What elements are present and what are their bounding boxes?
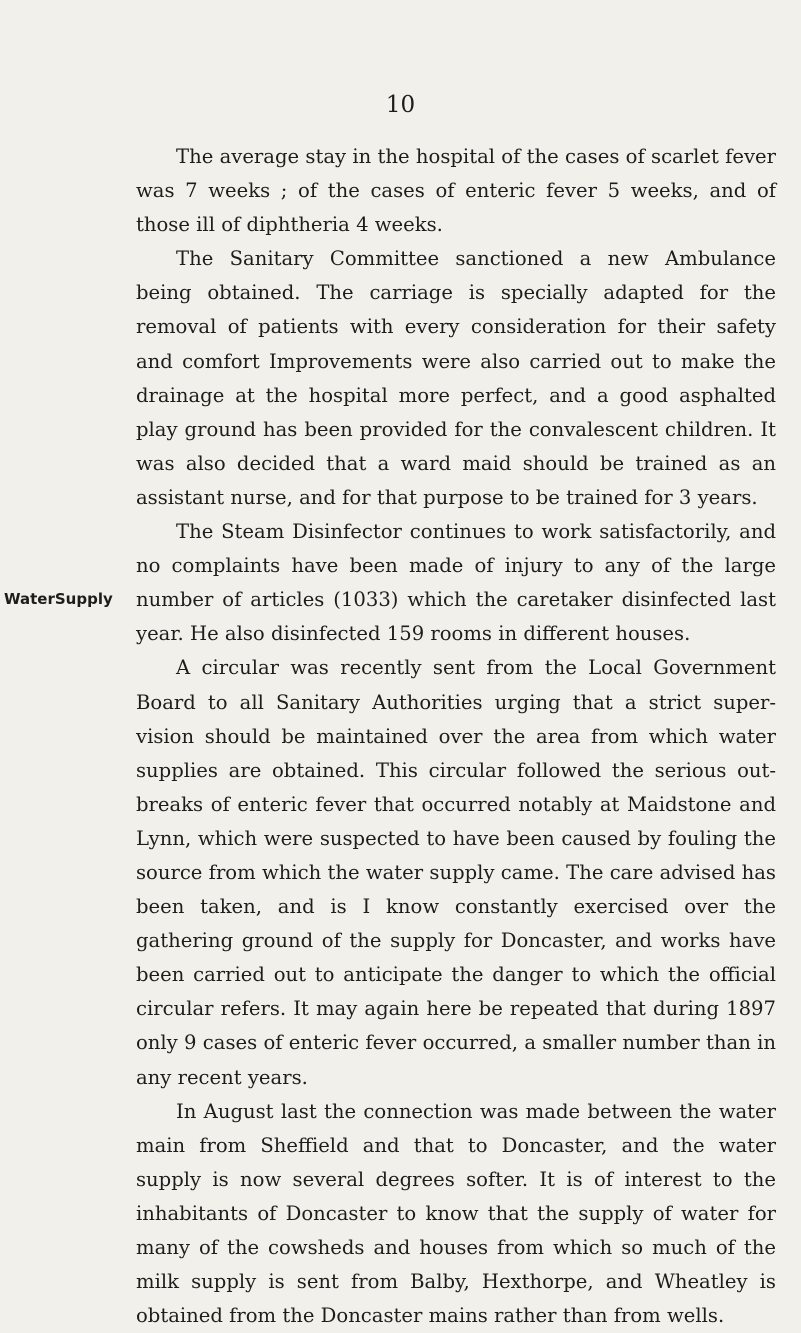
paragraph-ambulance: The Sanitary Committee sanctioned a new Ambulance being obtained. The carriage is specially adapted for the removal of patients with every consideration for their safety and comfort Improvements were also carried out to make the drainage at the hospital more perfect, and a good asphalted play ground has been provided for the convalescent children. It was also decided that a ward maid should be trained as an assistant nurse, and for that purpose to be trained for 3 years. — [136, 247, 776, 509]
page-number: 10 — [385, 92, 416, 118]
paragraph-steam-disinfector: The Steam Disinfector continues to work satisfactorily, and no complaints have been made of injury to any of the large number of articles (1033) which the caretaker disinfected last year. He also disinfected 159 rooms in different houses. — [136, 520, 776, 646]
paragraph-hospital-stay: The average stay in the hospital of the cases of scarlet fever was 7 weeks ; of the cases of enteric fever 5 weeks, and of those ill of diphtheria 4 weeks. — [136, 145, 776, 237]
margin-note-water-supply: WaterSupply — [4, 590, 113, 608]
body-text — [136, 140, 776, 1333]
paragraph-water-supply-circular: A circular was recently sent from the Local Government Board to all Sanitary Authorities urging that a strict super-vision should be maintained over the area from which water supplies are obtained. This circular followed the serious out-breaks of enteric fever that occurred notably at Maidstone and Lynn, which were suspected to have been caused by fouling the source from which the water supply came. The care advised has been taken, and is I know constantly exercised over the gathering ground of the supply for Doncaster, and works have been carried out to anticipate the danger to which the official circular refers. It may again here be repeated that during 1897 only 9 cases of enteric fever occurred, a smaller number than in any recent years. — [136, 656, 776, 1089]
paragraph-sheffield-connection: In August last the connection was made between the water main from Sheffield and that to Doncaster, and the water supply is now several degrees softer. It is of interest to the inhabitants of Doncaster to know that the supply of water for many of the cowsheds and houses from which so much of the milk supply is sent from Balby, Hexthorpe, and Wheatley is obtained from the Doncaster mains rather than from wells. — [136, 1099, 776, 1328]
